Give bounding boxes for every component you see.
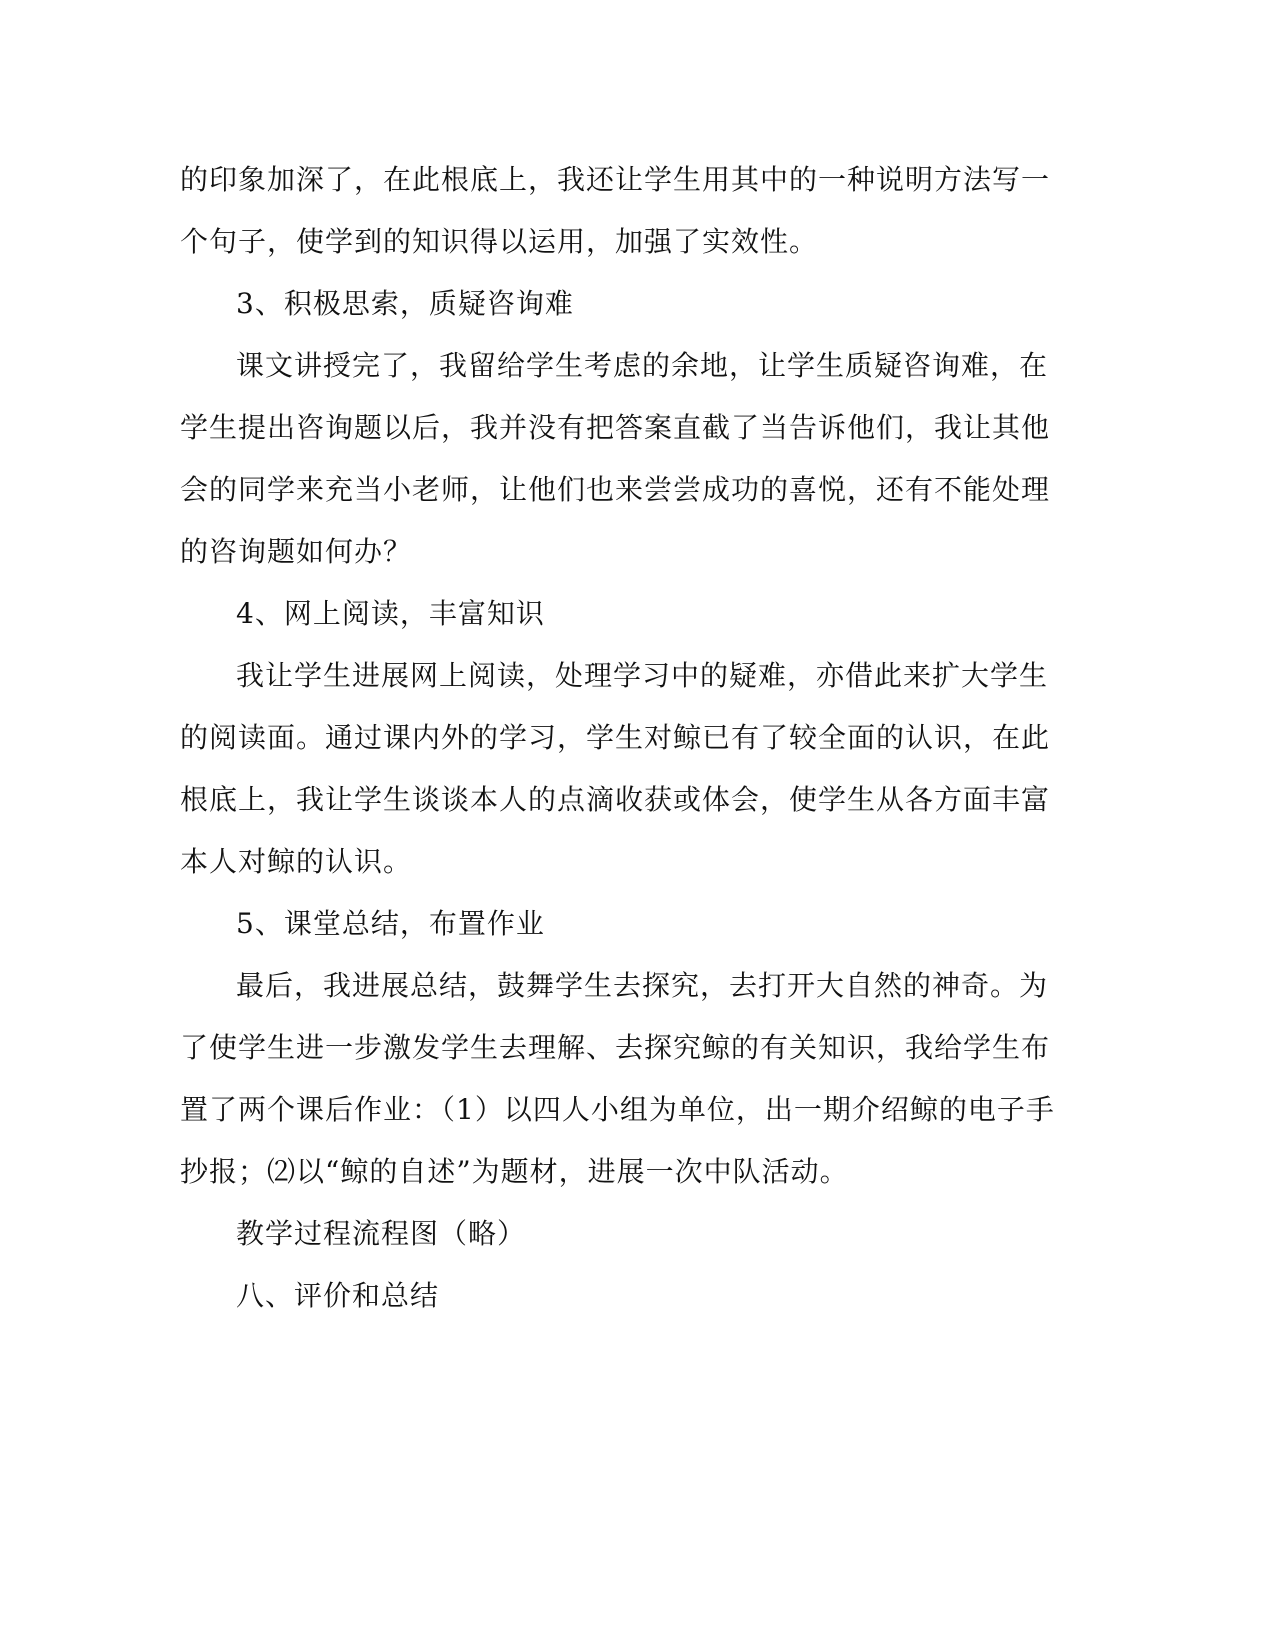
text-line: 抄报；⑵以“鲸的自述”为题材，进展一次中队活动。 (180, 1155, 849, 1188)
text-line: 学生提出咨询题以后，我并没有把答案直截了当告诉他们，我让其他 (180, 411, 1051, 444)
section-heading: 八、评价和总结 (236, 1279, 440, 1312)
text-line: 本人对鲸的认识。 (180, 845, 413, 878)
text-line: 我让学生进展网上阅读，处理学习中的疑难，亦借此来扩大学生 (236, 659, 1049, 692)
text-line: 置了两个课后作业：（1）以四人小组为单位，出一期介绍鲸的电子手 (180, 1093, 1055, 1126)
text-line: 个句子，使学到的知识得以运用，加强了实效性。 (180, 225, 819, 258)
text-line: 根底上，我让学生谈谈本人的点滴收获或体会，使学生从各方面丰富 (180, 783, 1051, 816)
section-heading: 教学过程流程图（略） (236, 1217, 527, 1250)
text-line: 课文讲授完了，我留给学生考虑的余地，让学生质疑咨询难，在 (236, 349, 1049, 382)
section-heading: 4、网上阅读，丰富知识 (236, 597, 545, 630)
section-heading: 3、积极思索，质疑咨询难 (236, 287, 574, 320)
text-line: 会的同学来充当小老师，让他们也来尝尝成功的喜悦，还有不能处理 (180, 473, 1051, 506)
text-line: 的印象加深了，在此根底上，我还让学生用其中的一种说明方法写一 (180, 163, 1051, 196)
text-line: 的咨询题如何办？ (180, 535, 413, 568)
text-line: 的阅读面。通过课内外的学习，学生对鲸已有了较全面的认识，在此 (180, 721, 1051, 754)
text-line: 最后，我进展总结，鼓舞学生去探究，去打开大自然的神奇。为 (236, 969, 1049, 1002)
text-line: 了使学生进一步激发学生去理解、去探究鲸的有关知识，我给学生布 (180, 1031, 1051, 1064)
section-heading: 5、课堂总结，布置作业 (236, 907, 545, 940)
